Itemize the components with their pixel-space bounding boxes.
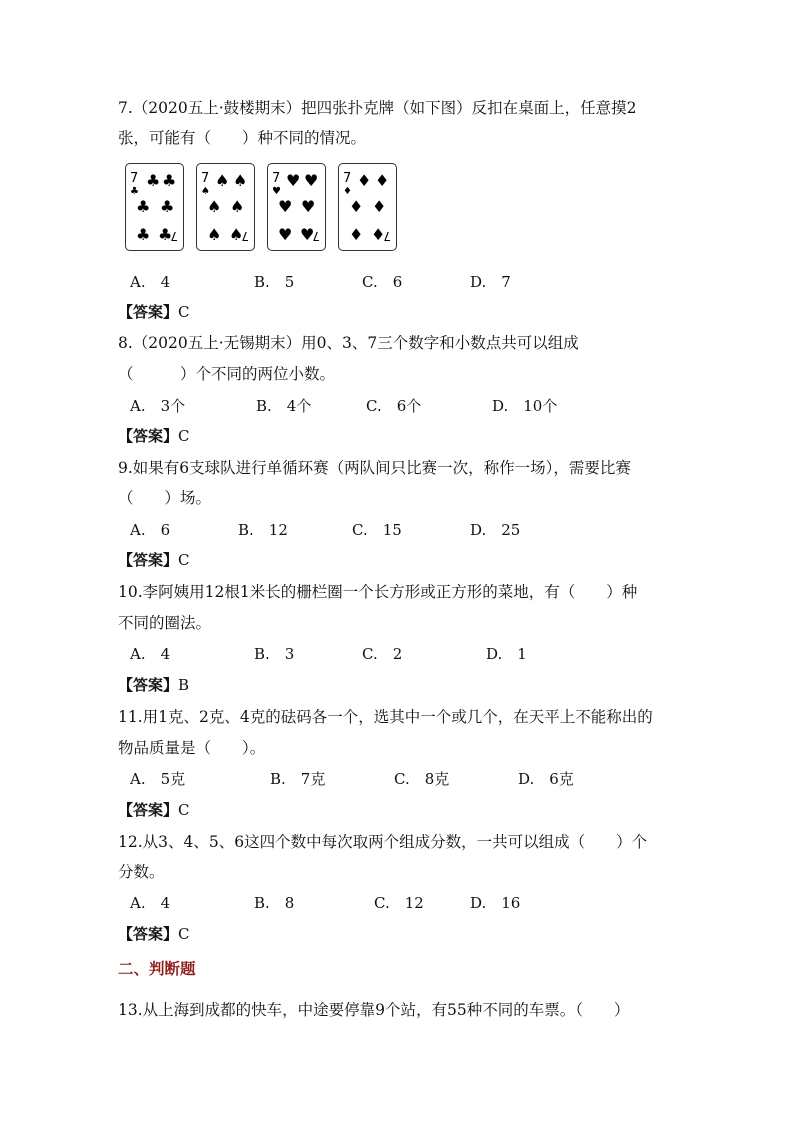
card-7-clubs (125, 163, 184, 251)
question-7-line-2: 张，可能有（ ）种不同的情况。 (118, 129, 367, 147)
option-b: B. 12 (238, 521, 288, 539)
answer-label: 【答案】 (118, 925, 179, 943)
question-11-options (130, 769, 730, 789)
option-a: A. 4 (130, 894, 171, 912)
option-c: C. 6个 (366, 397, 422, 415)
answer-10 (118, 675, 189, 695)
question-8-options (130, 396, 730, 416)
option-c: C. 6 (362, 273, 403, 291)
answer-value: B (178, 676, 190, 694)
svg-text:7: 7 (312, 229, 320, 243)
question-10-options (130, 644, 730, 664)
svg-text:♦: ♦ (372, 197, 387, 216)
svg-text:♠: ♠ (207, 225, 222, 244)
svg-text:♣: ♣ (130, 186, 139, 197)
answer-value: C (178, 303, 190, 321)
answer-label: 【答案】 (118, 427, 179, 445)
option-b: B. 8 (254, 894, 295, 912)
svg-text:♣: ♣ (158, 225, 173, 244)
svg-text:♣: ♣ (146, 171, 161, 190)
svg-text:♠: ♠ (229, 225, 244, 244)
svg-text:♠: ♠ (233, 171, 248, 190)
question-11-line-1: 11.用1克、2克、4克的砝码各一个，选其中一个或几个，在天平上不能称出的 (118, 708, 653, 726)
answer-value: C (178, 551, 190, 569)
question-12-options (130, 893, 730, 913)
svg-text:♣: ♣ (160, 197, 175, 216)
question-8-line-1: 8.（2020五上·无锡期末）用0、3、7三个数字和小数点共可以组成 (118, 334, 579, 352)
question-9-line-2: （ ）场。 (118, 489, 212, 507)
svg-text:♠: ♠ (215, 171, 230, 190)
question-12-line-2: 分数。 (118, 863, 165, 881)
question-9-options (130, 520, 730, 540)
question-8-line-2: （ ）个不同的两位小数。 (118, 365, 336, 383)
option-b: B. 3 (254, 645, 295, 663)
option-a: A. 4 (130, 645, 171, 663)
diamonds-icon (339, 164, 398, 252)
option-a: A. 3个 (130, 397, 186, 415)
svg-text:♦: ♦ (371, 225, 386, 244)
option-c: C. 12 (374, 894, 424, 912)
option-a: A. 6 (130, 521, 171, 539)
answer-12 (118, 924, 190, 944)
svg-text:♠: ♠ (207, 197, 222, 216)
answer-label: 【答案】 (118, 303, 179, 321)
option-d: D. 16 (470, 894, 521, 912)
option-d: D. 10个 (492, 397, 558, 415)
question-7-line-1: 7.（2020五上·鼓楼期末）把四张扑克牌（如下图）反扣在桌面上，任意摸2 (118, 99, 637, 117)
option-c: C. 8克 (394, 770, 450, 788)
question-10-line-2: 不同的圈法。 (118, 614, 212, 632)
svg-text:7: 7 (130, 171, 139, 186)
option-b: B. 5 (254, 273, 295, 291)
answer-11 (118, 800, 190, 820)
playing-cards-figure (125, 163, 405, 253)
svg-text:♣: ♣ (136, 225, 151, 244)
svg-text:♠: ♠ (201, 186, 210, 197)
option-c: C. 15 (352, 521, 402, 539)
option-c: C. 2 (362, 645, 403, 663)
answer-label: 【答案】 (118, 801, 179, 819)
svg-text:♥: ♥ (301, 197, 316, 216)
answer-label: 【答案】 (118, 676, 179, 694)
question-10-line-1: 10.李阿姨用12根1米长的栅栏圈一个长方形或正方形的菜地，有（ ）种 (118, 583, 638, 601)
answer-value: C (178, 925, 190, 943)
svg-text:7: 7 (383, 229, 391, 243)
card-7-spades (196, 163, 255, 251)
question-7-options (130, 272, 730, 292)
svg-text:♥: ♥ (286, 171, 301, 190)
option-b: B. 4个 (256, 397, 312, 415)
option-d: D. 1 (486, 645, 527, 663)
svg-text:♥: ♥ (304, 171, 319, 190)
question-13-line-1: 13.从上海到成都的快车，中途要停靠9个站，有55种不同的车票。（ ） (118, 1001, 630, 1019)
section-title: 二、判断题 (118, 959, 196, 978)
svg-text:7: 7 (241, 229, 249, 243)
svg-text:♦: ♦ (349, 197, 364, 216)
svg-text:♦: ♦ (375, 171, 390, 190)
question-11-line-2: 物品质量是（ ）。 (118, 739, 266, 757)
card-7-hearts (267, 163, 326, 251)
option-d: D. 7 (470, 273, 511, 291)
option-d: D. 25 (470, 521, 521, 539)
svg-text:♦: ♦ (343, 186, 352, 197)
answer-value: C (178, 801, 190, 819)
answer-9 (118, 550, 190, 570)
svg-text:♣: ♣ (162, 171, 177, 190)
answer-value: C (178, 427, 190, 445)
option-a: A. 5克 (130, 770, 186, 788)
answer-8 (118, 426, 190, 446)
option-a: A. 4 (130, 273, 171, 291)
question-9-line-1: 9.如果有6支球队进行单循环赛（两队间只比赛一次，称作一场），需要比赛 (118, 459, 631, 477)
svg-text:♠: ♠ (230, 197, 245, 216)
card-7-diamonds (338, 163, 397, 251)
answer-label: 【答案】 (118, 551, 179, 569)
clubs-icon (126, 164, 185, 252)
svg-text:7: 7 (272, 171, 281, 186)
hearts-icon (268, 164, 327, 252)
svg-text:♦: ♦ (357, 171, 372, 190)
svg-text:7: 7 (170, 229, 178, 243)
svg-text:7: 7 (343, 171, 352, 186)
svg-text:♦: ♦ (349, 225, 364, 244)
question-12-line-1: 12.从3、4、5、6这四个数中每次取两个组成分数，一共可以组成（ ）个 (118, 833, 648, 851)
answer-7 (118, 302, 190, 322)
svg-text:♣: ♣ (136, 197, 151, 216)
svg-text:♥: ♥ (278, 197, 293, 216)
svg-text:♥: ♥ (278, 225, 293, 244)
option-b: B. 7克 (270, 770, 326, 788)
spades-icon (197, 164, 256, 252)
option-d: D. 6克 (518, 770, 574, 788)
svg-text:7: 7 (201, 171, 210, 186)
svg-text:♥: ♥ (300, 225, 315, 244)
svg-text:♥: ♥ (272, 186, 281, 197)
